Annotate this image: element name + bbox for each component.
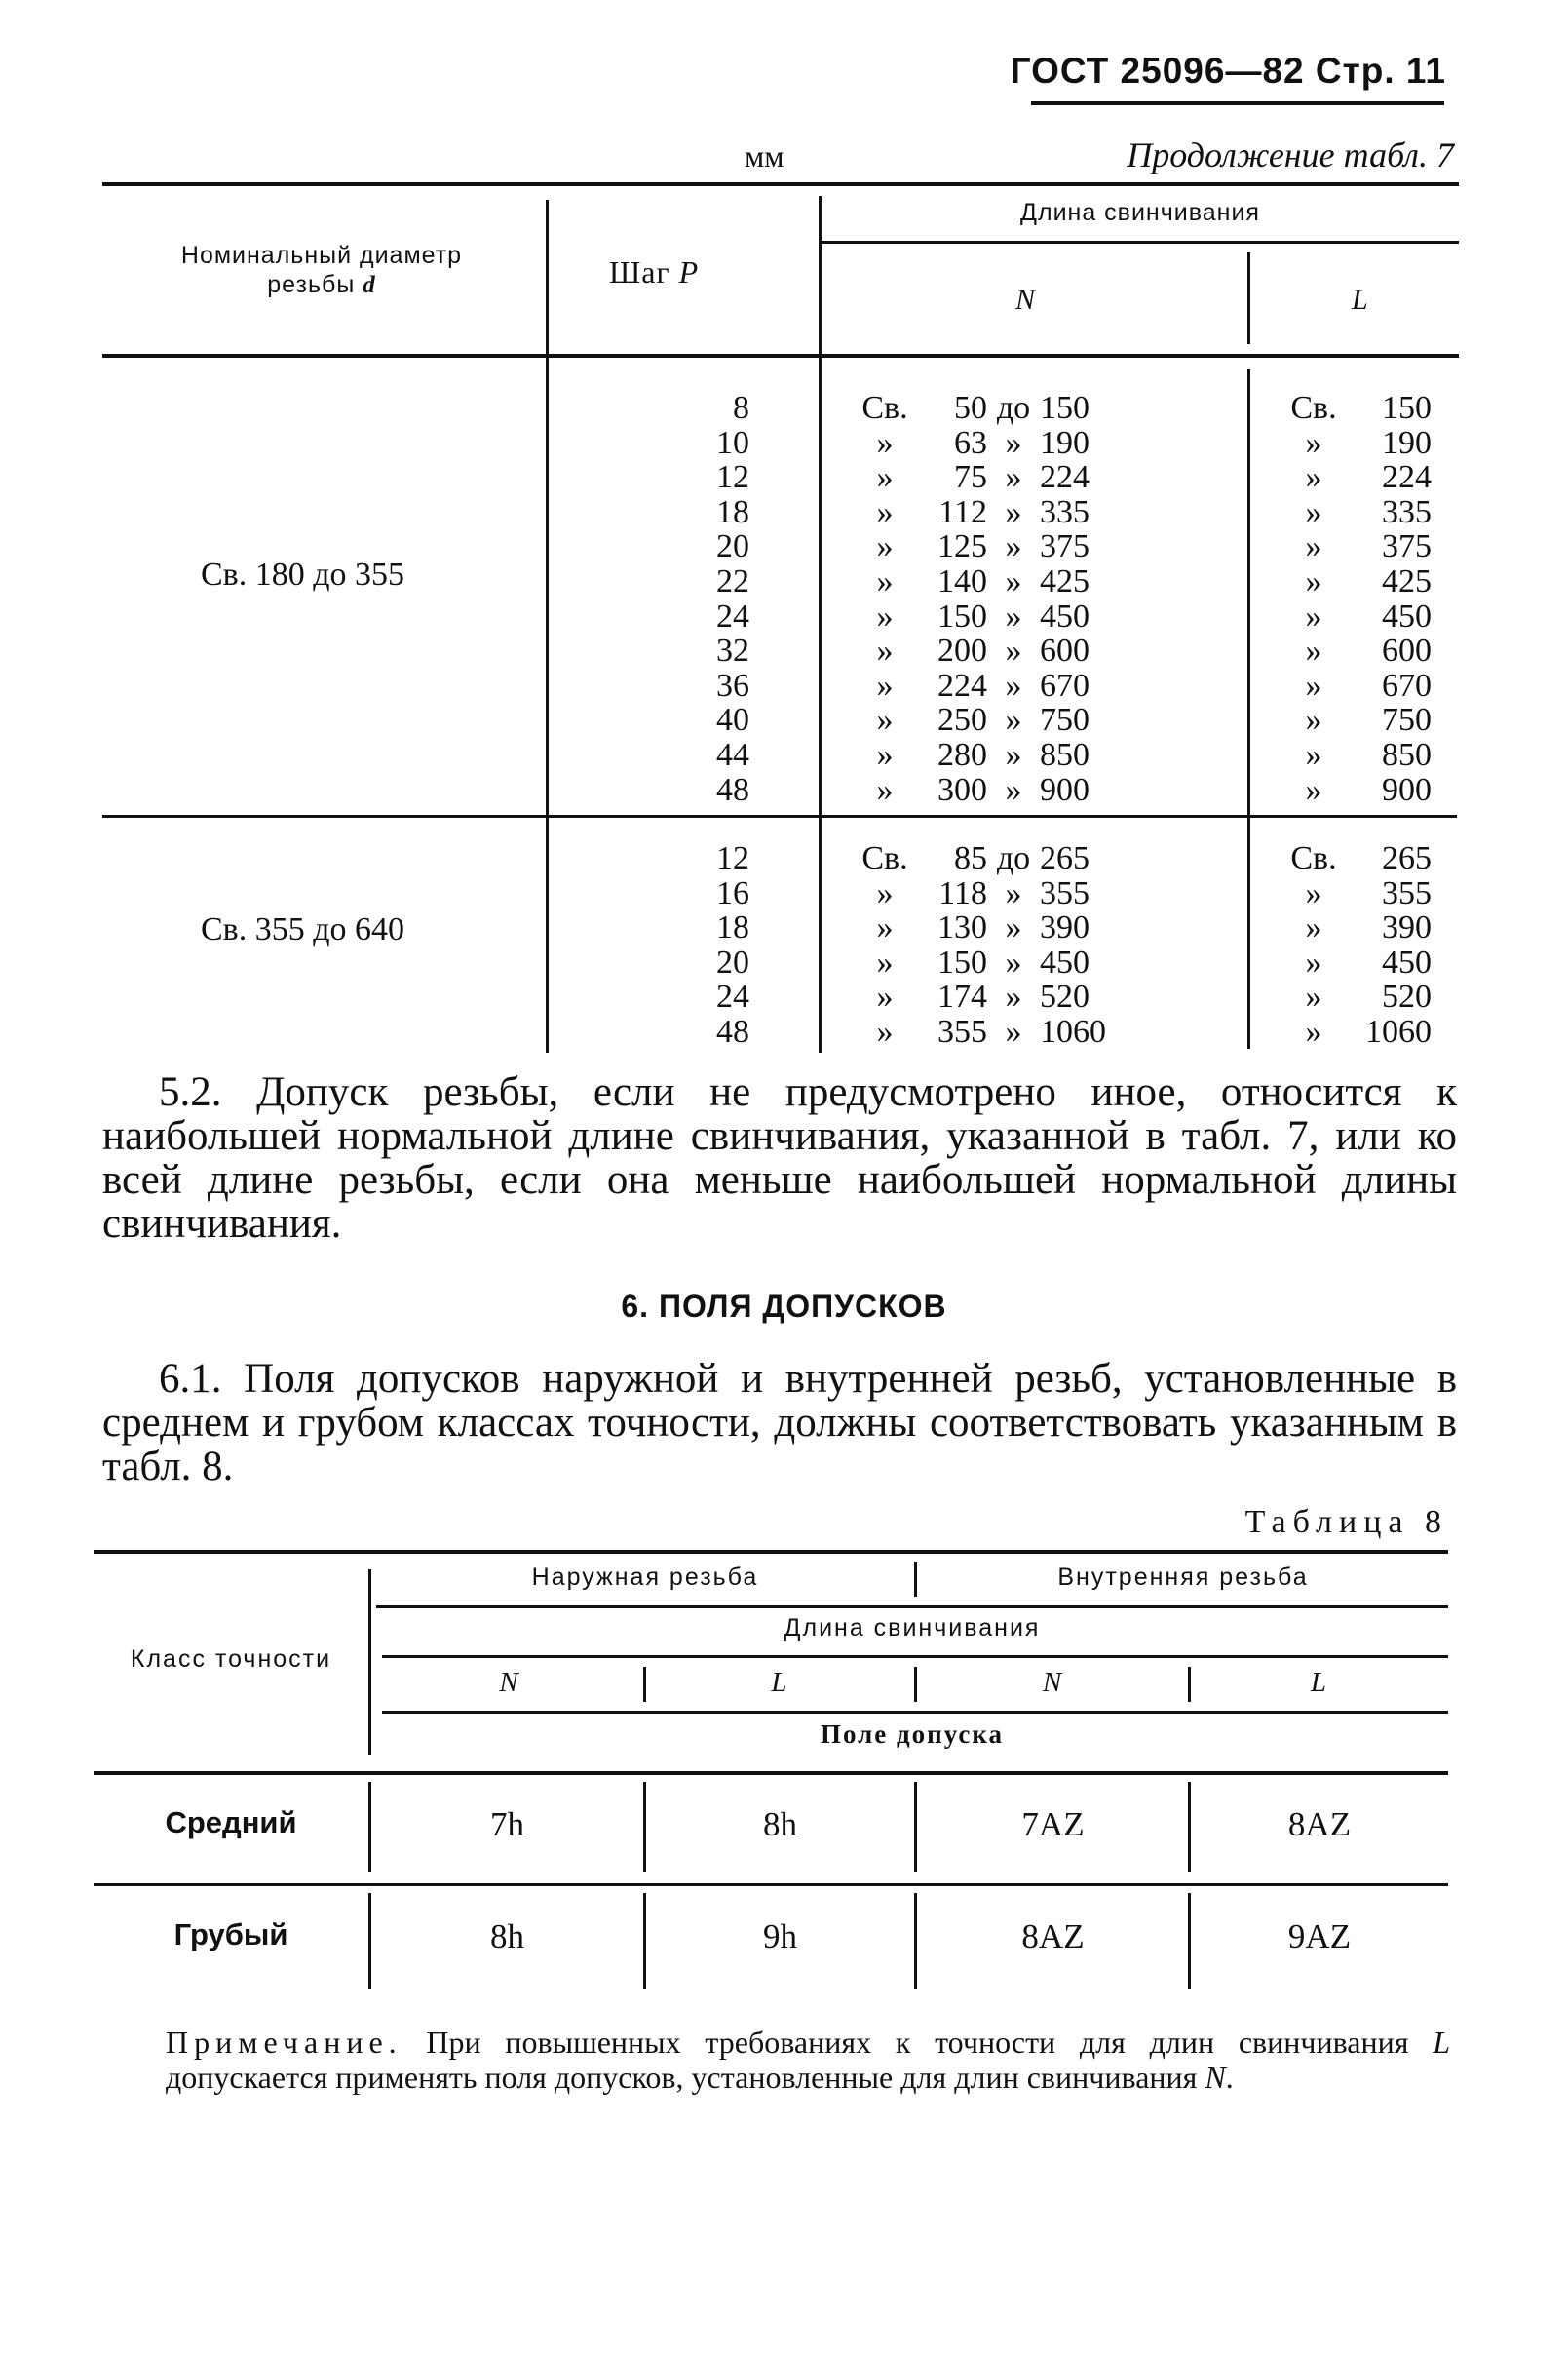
header-sub-rule <box>819 241 1459 244</box>
note-text: . <box>1225 2060 1234 2095</box>
column-divider <box>914 1893 917 1989</box>
header-diameter-line2: резьбы d <box>267 271 376 298</box>
table-note <box>166 2025 1450 2095</box>
header-external: Наружная резьба <box>531 1564 759 1591</box>
paragraph-5-2: 5.2. Допуск резьбы, если не предусмотрено иное, относится к наибольшей нормальной длине свинчивания, указанной в табл. 7, или ко всей длине резьбы, если она меньше наибольшей нормальной длины свинчивания. <box>102 1069 1457 1247</box>
header-rule <box>382 1711 1448 1714</box>
header-pitch: Шаг P <box>609 254 700 290</box>
n-from: 85 118 130 150 174 355 <box>937 840 987 1050</box>
header-diameter <box>122 241 521 300</box>
n-from: 50 63 75 112 125 140 150 200 224 250 280 300 <box>937 390 987 808</box>
header-rule <box>382 1655 1448 1658</box>
pitch-values: 8 10 12 18 20 22 24 32 36 40 44 48 <box>716 390 749 808</box>
section-title: 6. ПОЛЯ ДОПУСКОВ <box>621 1289 947 1324</box>
l-value: 150 190 224 335 375 425 450 600 670 750 850 900 <box>1382 390 1432 808</box>
header-length: Длина свинчивания <box>1020 199 1260 226</box>
header-length: Длина свинчивания <box>784 1614 1041 1642</box>
header-ext-l: L <box>771 1667 789 1698</box>
row-class-medium: Средний <box>165 1805 297 1839</box>
running-head: ГОСТ 25096—82 Стр. 11 <box>1010 51 1446 91</box>
header-rule <box>376 1605 1448 1608</box>
l-prefix: Св. » » » » » <box>1290 840 1337 1050</box>
note-label: Примечание. <box>166 2025 402 2060</box>
diameter-range: Св. 180 до 355 <box>201 557 405 593</box>
header-ext-n: N <box>499 1667 520 1698</box>
n-to: 150 190 224 335 375 425 450 600 670 750 850 900 <box>1040 390 1090 808</box>
n-prefix: Св. » » » » » <box>861 840 908 1050</box>
cell-int-n: 7AZ <box>1021 1805 1085 1843</box>
header-int-n: N <box>1042 1667 1064 1698</box>
header-class: Класс точности <box>130 1645 332 1673</box>
header-bottom-rule <box>94 1771 1448 1775</box>
cell-ext-l: 9h <box>763 1917 797 1955</box>
table-caption: Таблица 8 <box>1244 1504 1448 1540</box>
column-divider <box>819 196 822 1053</box>
symbol-d: d <box>363 272 376 298</box>
column-divider <box>914 1562 917 1597</box>
cell-ext-n: 8h <box>490 1917 524 1955</box>
header-rule <box>1031 101 1444 105</box>
cell-ext-l: 8h <box>763 1805 797 1843</box>
diameter-range: Св. 355 до 640 <box>201 911 405 947</box>
cell-int-n: 8AZ <box>1021 1917 1085 1955</box>
table-7 <box>102 182 1459 1053</box>
table-top-rule <box>102 182 1459 186</box>
n-mid: до » » » » » <box>996 840 1031 1050</box>
header-l: L <box>1352 284 1368 316</box>
header-internal: Внутренняя резьба <box>1057 1564 1309 1591</box>
symbol-l: L <box>1433 2025 1450 2060</box>
group-separator-rule <box>102 815 1457 818</box>
header-int-l: L <box>1310 1667 1329 1698</box>
column-divider <box>914 1782 917 1872</box>
column-divider <box>546 200 549 1053</box>
header-bottom-rule <box>102 354 1459 358</box>
cell-int-l: 9AZ <box>1287 1917 1352 1955</box>
column-divider <box>1247 369 1250 1049</box>
symbol-p: P <box>678 254 700 290</box>
n-to: 265 355 390 450 520 1060 <box>1040 840 1106 1050</box>
paragraph-6-1: 6.1. Поля допусков наружной и внутренней резьб, установленные в среднем и грубом классах точности, должны соответствовать указанным в табл. 8. <box>102 1356 1457 1489</box>
cell-ext-n: 7h <box>490 1805 524 1843</box>
row-separator-rule <box>94 1883 1448 1886</box>
header-tolerance-field: Поле допуска <box>820 1719 1005 1749</box>
cell-int-l: 8AZ <box>1287 1805 1352 1843</box>
header-diameter-line1: Номинальный диаметр <box>180 242 463 269</box>
l-prefix: Св. » » » » » » » » » » » <box>1290 390 1337 808</box>
table-8 <box>94 1550 1448 1998</box>
pitch-values: 12 16 18 20 24 48 <box>716 840 749 1050</box>
column-divider <box>1247 252 1250 344</box>
note-text: допускается применять поля допусков, установленные для длин свинчивания <box>166 2060 1205 2095</box>
column-divider <box>368 1569 371 1755</box>
table-continuation-label: Продолжение табл. 7 <box>1127 135 1454 174</box>
n-prefix: Св. » » » » » » » » » » » <box>861 390 908 808</box>
symbol-n: N <box>1205 2060 1226 2095</box>
row-class-coarse: Грубый <box>173 1917 288 1951</box>
note-text: При повышенных требованиях к точности для длин свинчивания <box>402 2025 1434 2060</box>
header-n: N <box>1015 284 1036 316</box>
units-label: мм <box>745 138 784 174</box>
column-divider <box>914 1667 917 1702</box>
table-top-rule <box>94 1550 1448 1554</box>
n-mid: до » » » » » » » » » » » <box>996 390 1031 808</box>
l-value: 265 355 390 450 520 1060 <box>1365 840 1432 1050</box>
